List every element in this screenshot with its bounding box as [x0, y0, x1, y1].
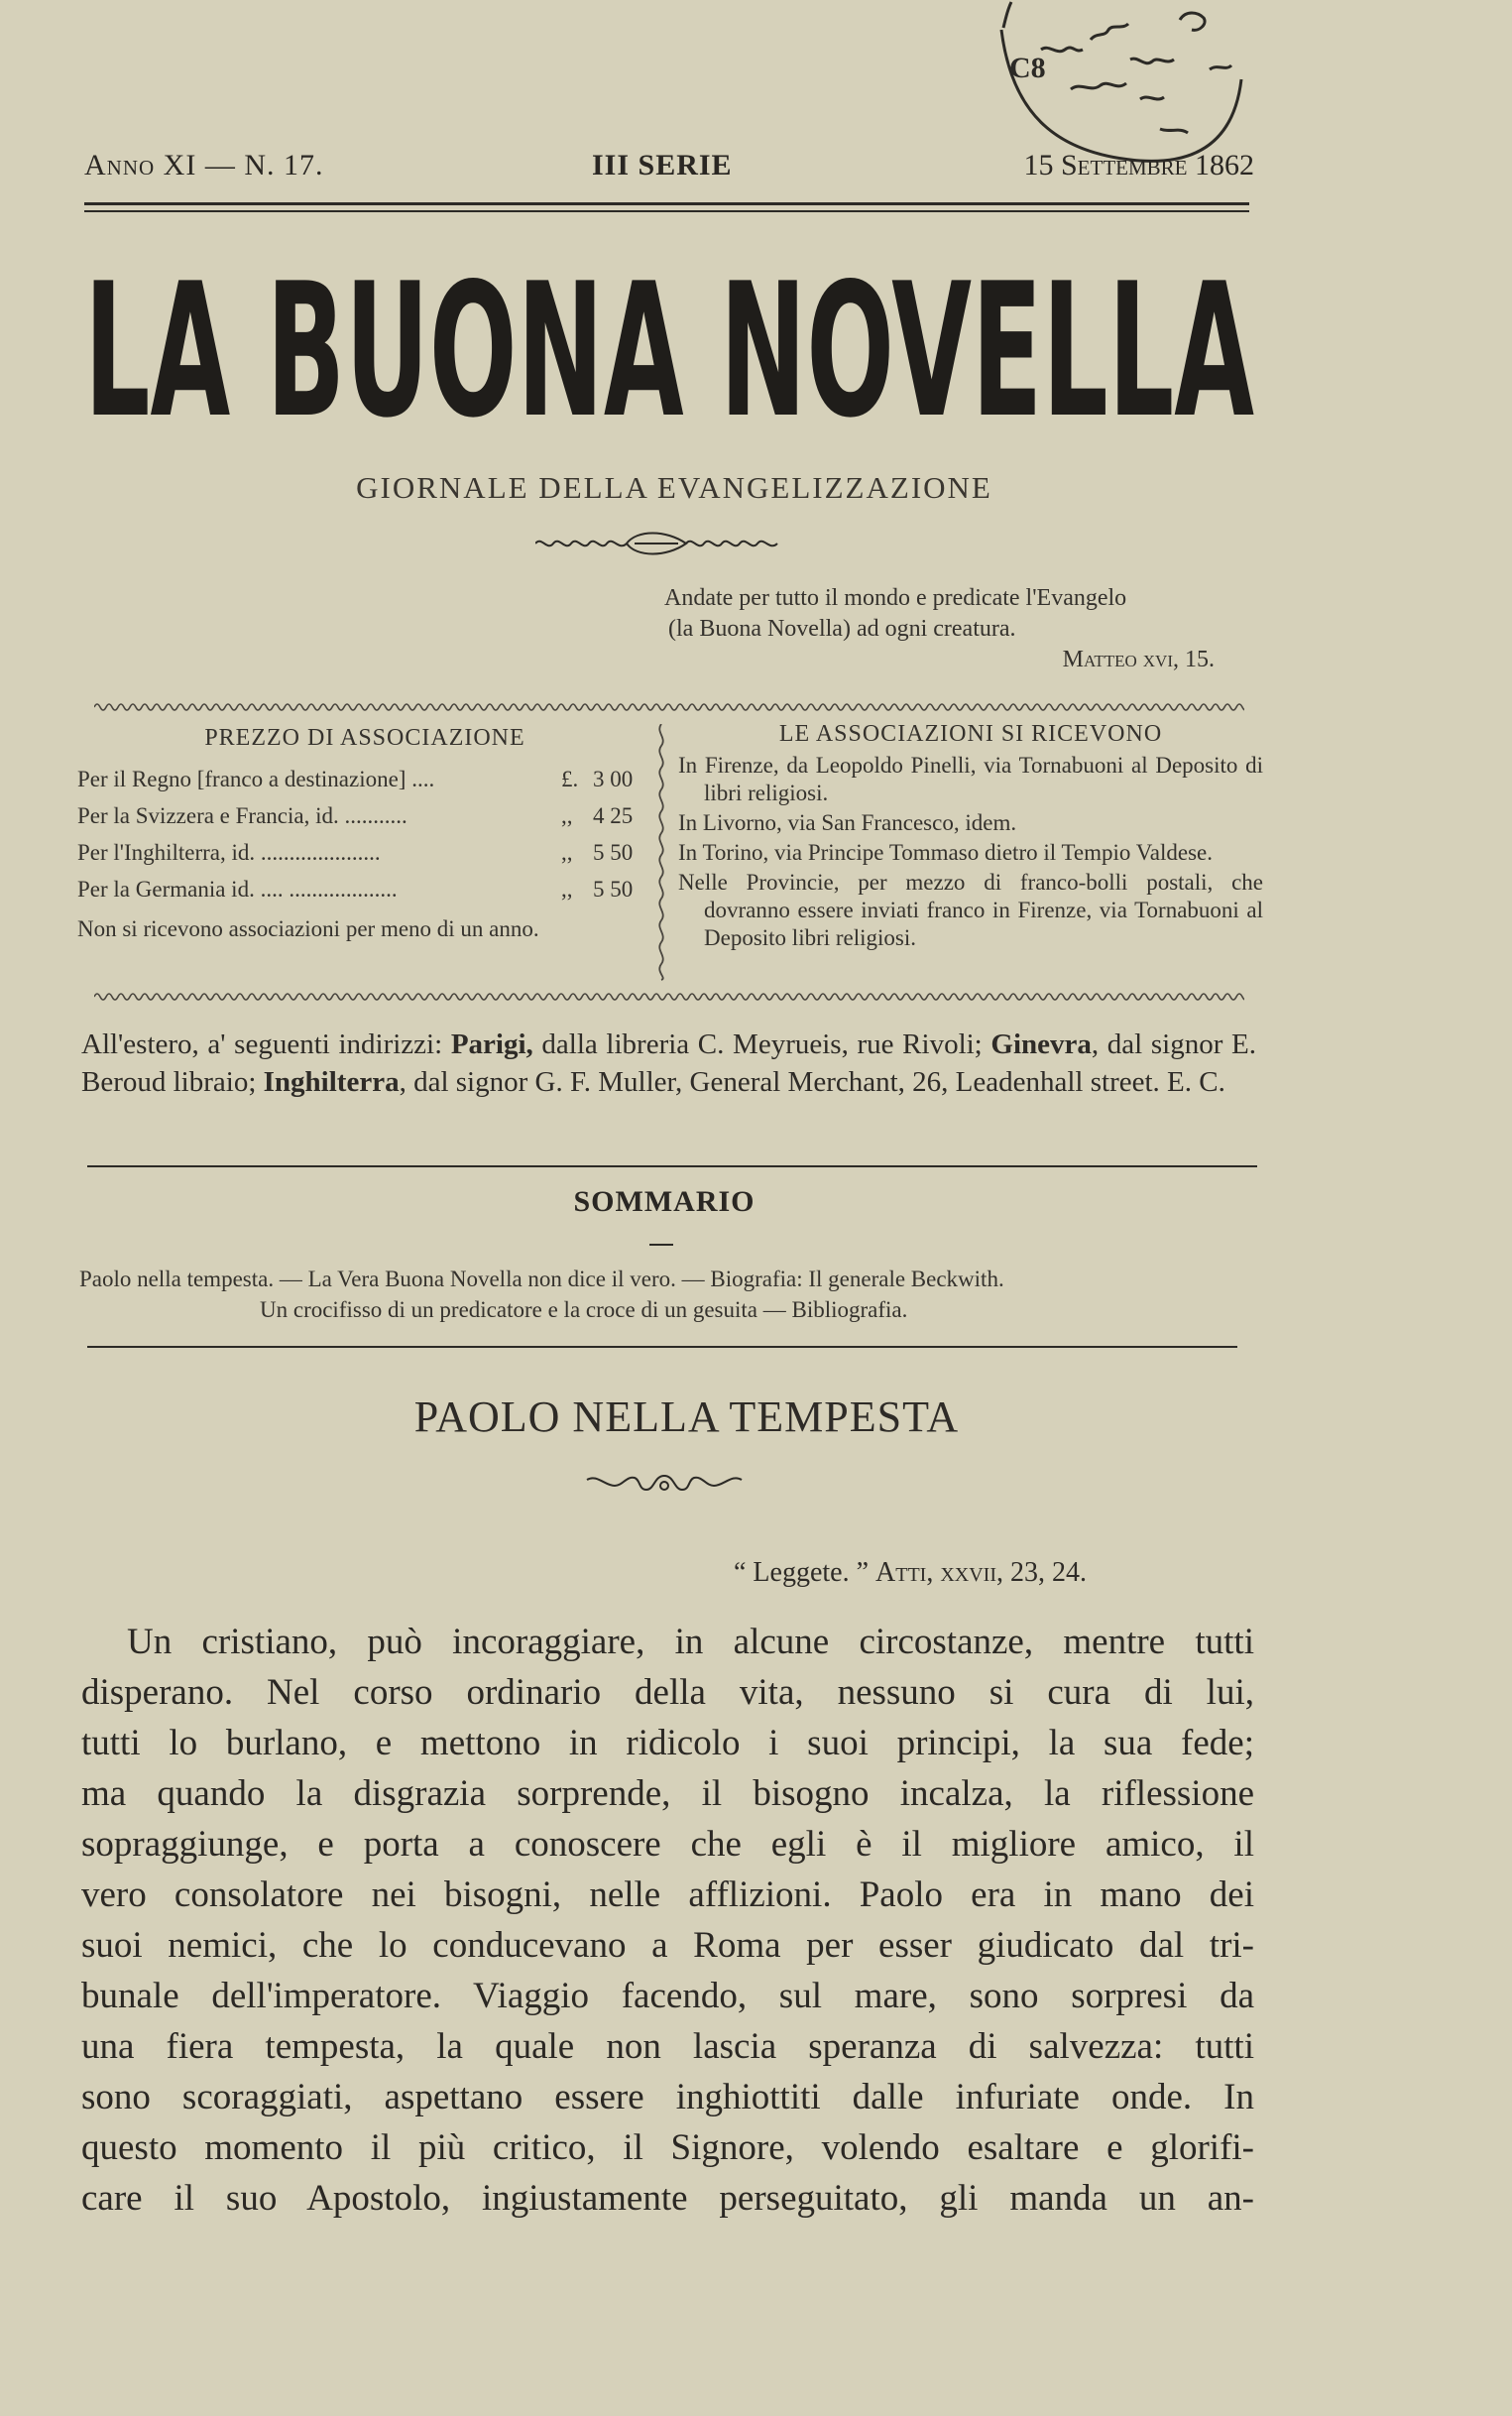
pricing-column — [77, 720, 652, 946]
sommario-line: Paolo nella tempesta. — La Vera Buona Novella non dice il vero. — Biografia: Il generale Beckwith. — [79, 1267, 1004, 1291]
article-line: sopraggiunge, e porta a conoscere che egli è il migliore amico, il — [81, 1824, 1254, 1865]
pricing-heading: PREZZO DI ASSOCIAZIONE — [204, 725, 525, 751]
sommario-line: Un crocifisso di un predicatore e la croce di un gesuita — Bibliografia. — [260, 1297, 908, 1322]
article-line: ma quando la disgrazia sorprende, il bisogno incalza, la riflessione — [81, 1773, 1254, 1814]
series-label: III SERIE — [592, 149, 733, 181]
header-rule-top — [84, 202, 1249, 205]
sommario-title: SOMMARIO — [573, 1185, 756, 1218]
sommario-dash — [649, 1244, 673, 1246]
wavy-rule-bottom — [94, 990, 1244, 1004]
subscription-item: Nelle Provincie, per mezzo di franco-bolli postali, che dovranno essere inviati franco in Firenze, via Tornabuoni al Deposito libri religiosi. — [678, 870, 1263, 950]
article-line: tutti lo burlano, e mettono in ridicolo i suoi principi, la sua fede; — [81, 1723, 1254, 1763]
masthead-title — [79, 248, 1259, 436]
svg-text:LA BUONA NOVELLA: LA BUONA NOVELLA — [84, 248, 1255, 436]
abroad-addresses: All'estero, a' seguenti indirizzi: Parigi, dalla libreria C. Meyrueis, rue Rivoli; Ginevra, dal signor E. Beroud libraio; Inghilterra, dal signor G. F. Muller, General Merchant, 26, Leadenhall street. E. C. — [81, 1028, 1256, 1098]
article-line: una fiera tempesta, la quale non lascia speranza di salvezza: tutti — [81, 2026, 1254, 2067]
subscriptions-heading: LE ASSOCIAZIONI SI RICEVONO — [778, 721, 1163, 747]
epigraph-citation: Matteo xvi, 15. — [1062, 647, 1215, 672]
article-line: questo momento il più critico, il Signore, volendo esaltare e glorifi- — [81, 2127, 1254, 2168]
issue-number: Anno XI — N. 17. — [84, 149, 324, 181]
sommario-contents — [79, 1264, 1254, 1325]
epigraph-line: Andate per tutto il mondo e predicate l'Evangelo — [664, 585, 1127, 611]
article-epigraph-quote: “ Leggete. ” Atti, xxvii, 23, 24. — [734, 1557, 1087, 1588]
article-line: disperano. Nel corso ordinario della vita, nessuno si cura di lui, — [81, 1672, 1254, 1713]
masthead — [79, 248, 1259, 436]
issue-header — [84, 149, 1254, 188]
article-line: bunale dell'imperatore. Viaggio facendo, sul mare, sono sorpresi da — [81, 1976, 1254, 2016]
article-title: PAOLO NELLA TEMPESTA — [413, 1392, 960, 1441]
price-row: Per la Svizzera e Francia, id. ........... ,, 4 25 — [77, 803, 634, 828]
article-line: sono scoraggiati, aspettano essere inghiottiti dalle infuriate onde. In — [81, 2077, 1254, 2117]
article-line: care il suo Apostolo, ingiustamente perseguitato, gli manda un an- — [81, 2178, 1254, 2219]
subscription-item: In Livorno, via San Francesco, idem. — [678, 810, 1017, 835]
subscriptions-column — [678, 720, 1263, 954]
article-line: suoi nemici, che lo conducevano a Roma per esser giudicato dal tri- — [81, 1925, 1254, 1966]
section-rule — [87, 1165, 1257, 1167]
svg-text:C8: C8 — [1009, 52, 1046, 84]
price-row: Per il Regno [franco a destinazione] .... £. 3 00 — [77, 767, 634, 791]
article-line: vero consolatore nei bisogni, nelle afflizioni. Paolo era in mano dei — [81, 1874, 1254, 1915]
epigraph-line: (la Buona Novella) ad ogni creatura. — [668, 616, 1016, 642]
article-body — [81, 1617, 1254, 2224]
title-flourish-ornament — [585, 1468, 744, 1498]
subtitle-flourish-ornament — [535, 531, 803, 556]
masthead-subtitle: GIORNALE DELLA EVANGELIZZAZIONE — [356, 470, 992, 505]
header-rule-bottom — [84, 210, 1249, 212]
subscription-item: In Torino, via Principe Tommaso dietro il Tempio Valdese. — [678, 840, 1214, 865]
subscription-item: In Firenze, da Leopoldo Pinelli, via Tornabuoni al Deposito di libri religiosi. — [678, 753, 1263, 805]
article-line: Un cristiano, può incoraggiare, in alcune circostanze, mentre tutti — [127, 1622, 1254, 1662]
price-row: Per la Germania id. .... ................... ,, 5 50 — [77, 877, 634, 902]
pricing-note: Non si ricevono associazioni per meno di un anno. — [77, 916, 539, 941]
price-row: Per l'Inghilterra, id. ..................... ,, 5 50 — [77, 840, 634, 865]
section-rule — [87, 1346, 1237, 1348]
epigraph — [664, 583, 1259, 675]
column-brace-separator — [650, 724, 672, 982]
wavy-rule-top — [94, 700, 1244, 714]
issue-date: 15 Settembre 1862 — [1023, 149, 1254, 181]
